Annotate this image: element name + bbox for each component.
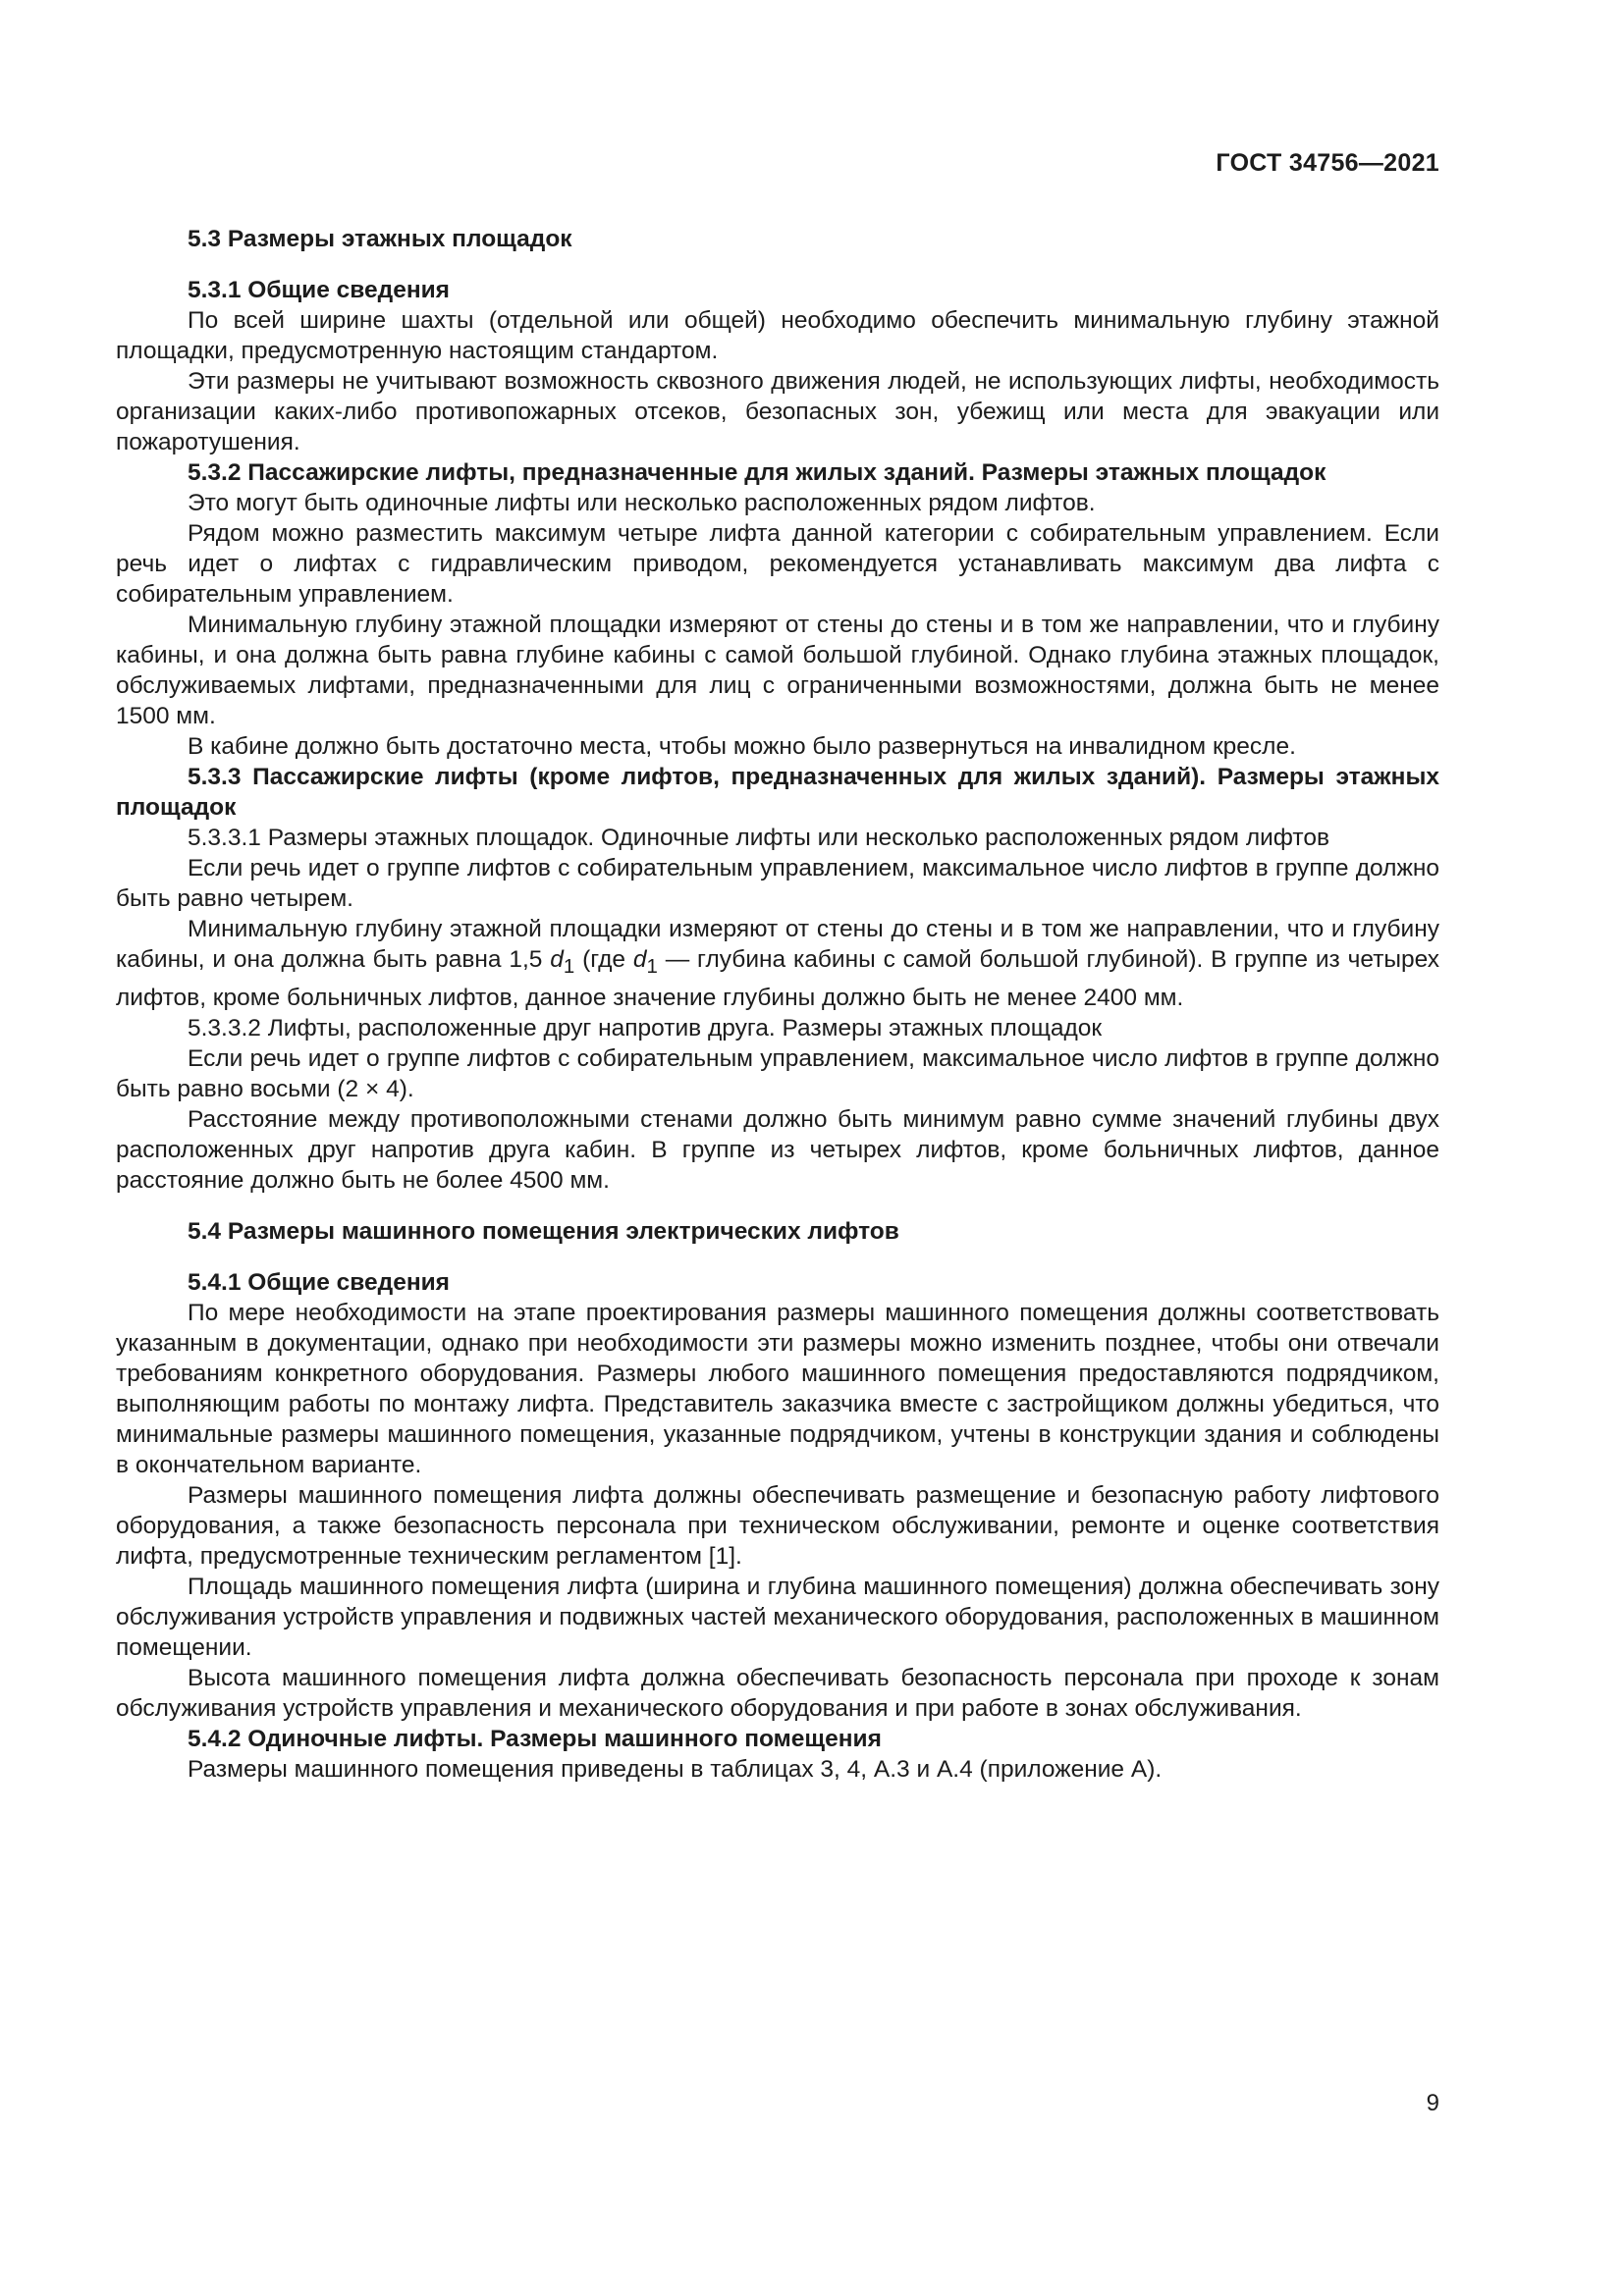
paragraph: Если речь идет о группе лифтов с собирательным управлением, максимальное число лифтов в группе должно быть равно восьми (2 × 4). — [116, 1044, 1439, 1102]
paragraph: Размеры машинного помещения приведены в таблицах 3, 4, А.3 и А.4 (приложение А). — [188, 1755, 1163, 1783]
paragraph: Если речь идет о группе лифтов с собирательным управлением, максимальное число лифтов в группе должно быть равно четырем. — [116, 855, 1439, 912]
section-5-3-3-1-heading: 5.3.3.1 Размеры этажных площадок. Одиночные лифты или несколько расположенных рядом лифтов — [188, 825, 1330, 851]
section-5-4-heading: 5.4 Размеры машинного помещения электрических лифтов — [188, 1217, 899, 1245]
paragraph: По всей ширине шахты (отдельной или общей) необходимо обеспечить минимальную глубину этажной площадки, предусмотренную настоящим стандартом. — [116, 307, 1439, 364]
variable-d: d — [632, 946, 647, 973]
variable-subscript: 1 — [646, 955, 658, 978]
variable-subscript: 1 — [563, 955, 575, 978]
paragraph: По мере необходимости на этапе проектирования размеры машинного помещения должны соответствовать указанным в документации, однако при необходимости эти размеры можно изменить позднее, чтобы они отвечали требованиям конкретного оборудования. Размеры любого машинного помещения предоставляются подрядчиком, выполняющим работы по монтажу лифта. Представитель заказчика вместе с застройщиком должны убедиться, что минимальные размеры машинного помещения, указанные подрядчиком, учтены в конструкции здания и соблюдены в окончательном варианте. — [116, 1299, 1439, 1478]
section-5-3-3-2-heading: 5.3.3.2 Лифты, расположенные друг напротив друга. Размеры этажных площадок — [188, 1014, 1103, 1041]
paragraph: Площадь машинного помещения лифта (ширина и глубина машинного помещения) должна обеспечивать зону обслуживания устройств управления и подвижных частей механического оборудования, расположенных в машинном помещении. — [116, 1573, 1439, 1661]
section-5-3-1-heading: 5.3.1 Общие сведения — [188, 277, 450, 303]
paragraph: Минимальную глубину этажной площадки измеряют от стены до стены и в том же направлении, что и глубину кабины, и она должна быть равна глубине кабины с самой большой глубиной. Однако глубина этажных площадок, обслуживаемых лифтами, предназначенными для лиц с ограниченными возможностями, должна быть не менее 1500 мм. — [116, 612, 1439, 729]
paragraph-text: — глубина кабины с самой большой глубиной). В группе из четырех лифтов, кроме больничных лифтов, данное значение глубины должно быть не менее 2400 мм. — [116, 946, 1439, 1011]
page-body — [116, 224, 1439, 1785]
paragraph-formula — [116, 914, 1439, 1013]
paragraph-text: (где — [574, 946, 633, 973]
paragraph: Рядом можно разместить максимум четыре лифта данной категории с собирательным управлением. Если речь идет о лифтах с гидравлическим приводом, рекомендуется устанавливать максимум два лифта с собирательным управлением. — [116, 520, 1439, 608]
paragraph-text: Минимальную глубину этажной площадки измеряют от стены до стены и в том же направлении, что и глубину кабины, и она должна быть равна 1,5 — [116, 916, 1439, 973]
variable-d: d — [550, 946, 564, 973]
paragraph: Размеры машинного помещения лифта должны обеспечивать размещение и безопасную работу лифтового оборудования, а также безопасность персонала при техническом обслуживании, ремонте и оценке соответствия лифта, предусмотренные техническим регламентом [1]. — [116, 1481, 1439, 1570]
section-5-4-1-heading: 5.4.1 Общие сведения — [188, 1268, 450, 1296]
section-5-3-3-heading: 5.3.3 Пассажирские лифты (кроме лифтов, предназначенных для жилых зданий). Размеры этажных площадок — [116, 764, 1439, 821]
paragraph: Расстояние между противоположными стенами должно быть минимум равно сумме значений глубины двух расположенных друг напротив друга кабин. В группе из четырех лифтов, кроме больничных лифтов, данное расстояние должно быть не более 4500 мм. — [116, 1105, 1439, 1194]
section-5-4-2-heading: 5.4.2 Одиночные лифты. Размеры машинного помещения — [188, 1725, 882, 1752]
page-number: 9 — [1426, 2090, 1439, 2116]
paragraph: В кабине должно быть достаточно места, чтобы можно было развернуться на инвалидном кресле. — [188, 733, 1296, 760]
paragraph: Эти размеры не учитывают возможность сквозного движения людей, не использующих лифты, необходимость организации каких-либо противопожарных отсеков, безопасных зон, убежищ или места для эвакуации или пожаротушения. — [116, 368, 1439, 455]
standard-code: ГОСТ 34756—2021 — [1216, 149, 1439, 177]
paragraph: Это могут быть одиночные лифты или несколько расположенных рядом лифтов. — [188, 490, 1096, 516]
section-5-3-2-heading: 5.3.2 Пассажирские лифты, предназначенные для жилых зданий. Размеры этажных площадок — [188, 459, 1326, 486]
paragraph: Высота машинного помещения лифта должна обеспечивать безопасность персонала при проходе к зонам обслуживания устройств управления и механического оборудования и при работе в зонах обслуживания. — [116, 1664, 1439, 1722]
section-5-3-heading: 5.3 Размеры этажных площадок — [188, 226, 572, 252]
